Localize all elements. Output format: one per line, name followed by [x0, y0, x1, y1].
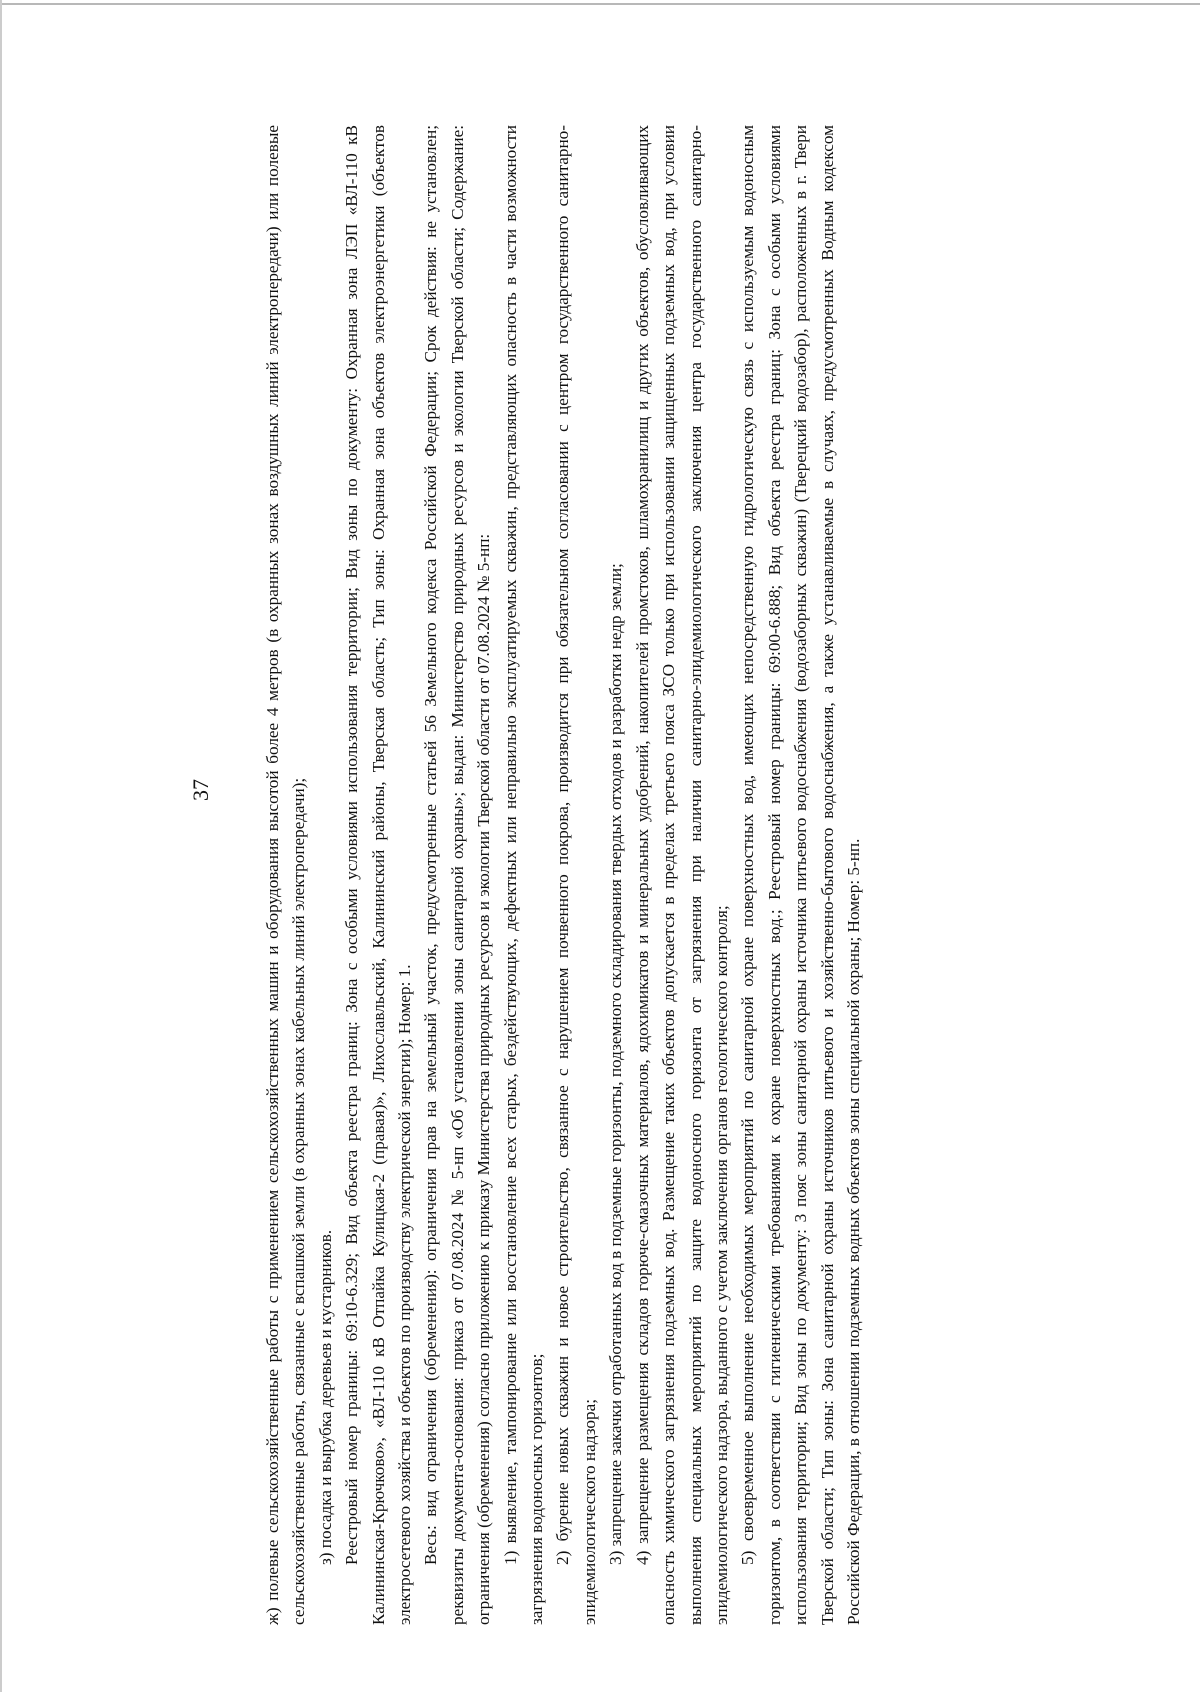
- scan-edge-left: [0, 0, 2, 1692]
- paragraph-list-item-2: 2) бурение новых скважин и новое строительство, связанное с нарушением почвенного покрова, производится при обязательном согласовании с центром государственного санитарно-эпидемиологического надзора;: [553, 125, 599, 1625]
- rotated-document-page: [186, 125, 966, 1625]
- paragraph-restriction-whole: Весь: вид ограничения (обременения): ограничения прав на земельный участок, предусмотренные статьей 56 Земельного кодекса Российской Федерации; Срок действия: не установлен; реквизиты документа-основания: приказ от 07.08.2024 № 5-нп «Об установлении зоны санитарной охраны»; выдан: Министерство природных ресурсов и экологии Тверской области; Содержание: ограничения (обременения) согласно приложению к приказу Министерства природных ресурсов и экологии Тверской области от 07.08.2024 № 5-нп:: [421, 125, 494, 1625]
- document-body: [260, 125, 867, 1625]
- paragraph-list-item-4: 4) запрещение размещения складов горюче-смазочных материалов, ядохимикатов и минеральных удобрений, накопителей промстоков, шламохранилищ и других объектов, обусловливающих опасность химического загрязнения подземных вод. Размещение таких объектов допускается в пределах третьего пояса ЗСО только при использовании защищенных подземных вод, при условии выполнения специальных мероприятий по защите водоносного горизонта от загрязнения при наличии санитарно-эпидемиологического заключения центра государственного санитарно-эпидемиологического надзора, выданного с учетом заключения органов геологического контроля;: [632, 125, 731, 1625]
- paragraph-list-item-5: 5) своевременное выполнение необходимых мероприятий по санитарной охране поверхностных вод, имеющих непосредственную гидрологическую связь с используемым водоносным горизонтом, в соответствии с гигиеническими требованиями к охране поверхностных вод.; Реестровый номер границы: 69:00-6.888; Вид объекта реестра границ: Зона с особыми условиями использования территории; Вид зоны по документу: 3 пояс зоны санитарной охраны источника питьевого водоснабжения (водозаборных скважин) (Тверецкий водозабор), расположенных в г. Твери Тверской области; Тип зоны: Зона санитарной охраны источников питьевого и хозяйственно-бытового водоснабжения, а также устанавливаемые в случаях, предусмотренных Водным кодексом Российской Федерации, в отношении подземных водных объектов зоны специальной охраны; Номер: 5-нп.: [738, 125, 863, 1625]
- paragraph-item-zh: ж) полевые сельскохозяйственные работы с применением сельскохозяйственных машин и оборудования высотой более 4 метров (в охранных зонах воздушных линий электропередачи) или полевые сельскохозяйственные работы, связанные с вспашкой земли (в охранных зонах кабельных линий электропередачи);: [263, 125, 309, 1625]
- scan-edge-top: [0, 3, 1200, 5]
- page-number: 37: [188, 779, 213, 801]
- paragraph-registry-boundary-69-10-6-329: Реестровый номер границы: 69:10-6.329; Вид объекта реестра границ: Зона с особыми условиями использования территории; Вид зоны по документу: Охранная зона ЛЭП «ВЛ-110 кВ Калининская-Крючково», «ВЛ-110 кВ Отпайка Кулицкая-2 (правая)», Лихославльский, Калининский районы, Тверская область; Тип зоны: Охранная зона объектов электроэнергетики (объектов электросетевого хозяйства и объектов по производству электрической энергии); Номер: 1.: [342, 125, 415, 1625]
- paragraph-list-item-1: 1) выявление, тампонирование или восстановление всех старых, бездействующих, дефектных или неправильно эксплуатируемых скважин, представляющих опасность в части возможности загрязнения водоносных горизонтов;: [500, 125, 547, 1625]
- paragraph-list-item-3: 3) запрещение закачки отработанных вод в подземные горизонты, подземного складирования твердых отходов и разработки недр земли;: [606, 563, 626, 1565]
- paragraph-item-z: з) посадка и вырубка деревьев и кустарников.: [315, 1229, 335, 1565]
